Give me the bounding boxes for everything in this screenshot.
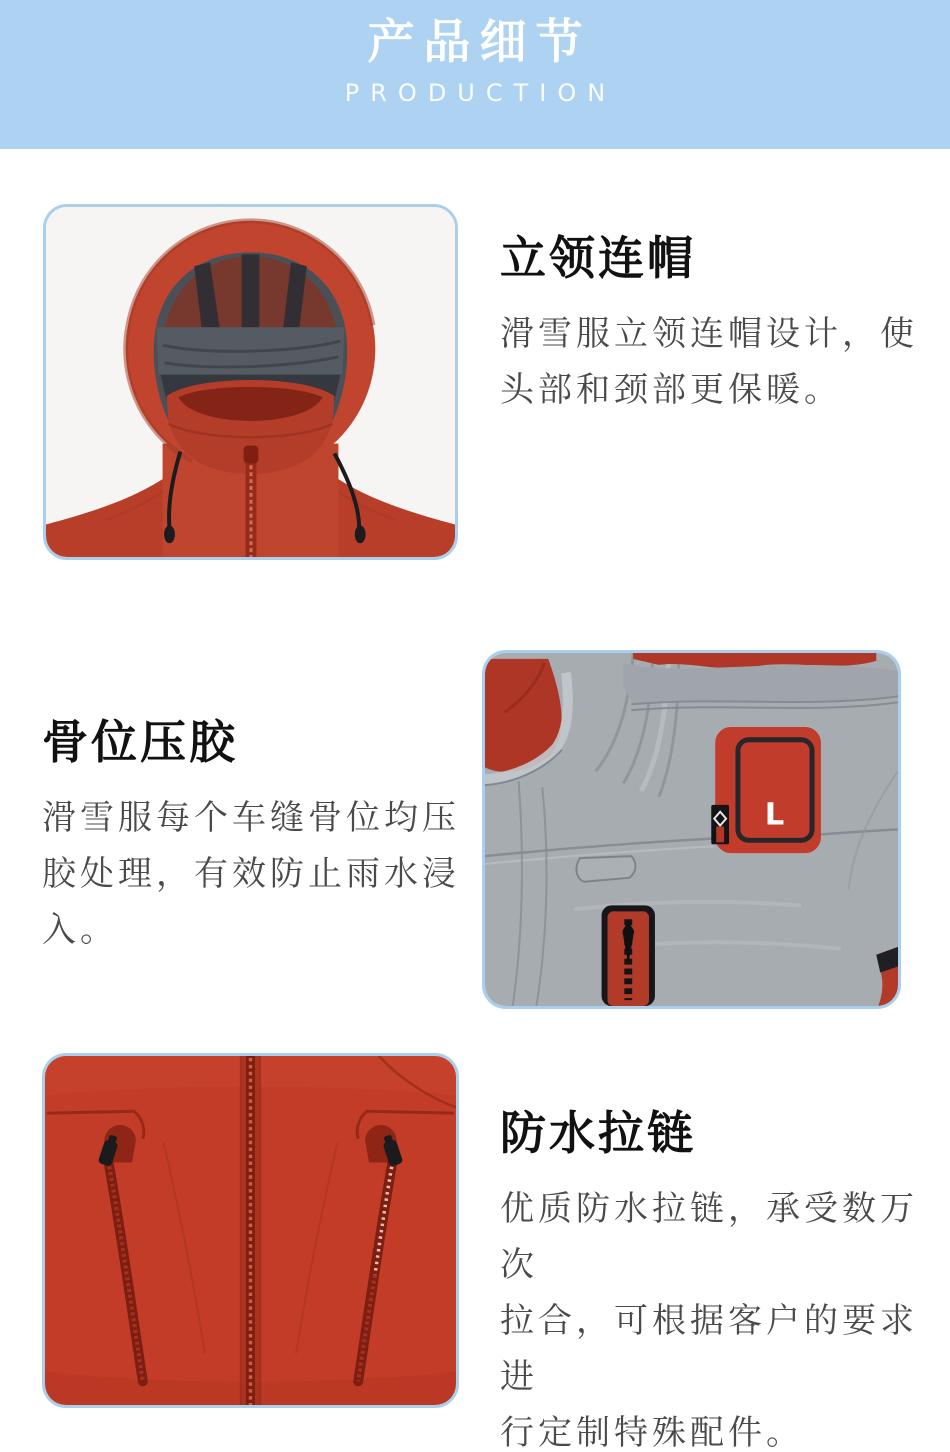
center-front-zipper	[241, 1056, 261, 1405]
body-line: 行定制特殊配件。	[500, 1413, 804, 1452]
body-line: 头部和颈部更保暖。	[500, 370, 842, 410]
body-line: 优质防水拉链，承受数万次	[500, 1189, 918, 1285]
size-label: L	[764, 797, 785, 833]
lining-photo	[482, 650, 901, 1009]
inner-pocket	[602, 905, 655, 1006]
hood-illustration	[46, 207, 455, 557]
body-line: 滑雪服立领连帽设计，使	[500, 314, 918, 354]
feature-hood	[500, 230, 948, 418]
feature-body	[500, 1181, 948, 1452]
feature-heading: 骨位压胶	[42, 715, 238, 769]
size-patch	[715, 727, 821, 853]
body-line: 胶处理，有效防止雨水浸	[42, 854, 460, 894]
hood-photo	[43, 204, 458, 560]
body-line: 拉合，可根据客户的要求进	[500, 1301, 918, 1397]
zipper-photo	[42, 1053, 459, 1408]
banner-subtitle: PRODUCTION	[344, 79, 617, 108]
lining-illustration	[485, 653, 898, 1006]
feature-heading: 防水拉链	[500, 1106, 696, 1160]
zipper-illustration	[45, 1056, 456, 1405]
collar-fold	[623, 663, 898, 704]
feature-heading: 立领连帽	[500, 231, 696, 285]
section-banner	[0, 0, 950, 149]
body-line: 滑雪服每个车缝骨位均压	[42, 798, 460, 838]
body-line: 入。	[42, 910, 118, 950]
banner-title: 产品细节	[367, 15, 592, 70]
zipper-tab	[711, 805, 729, 844]
feature-body	[42, 790, 490, 958]
feature-waterproof-zipper	[500, 1105, 948, 1452]
feature-taped-seams	[42, 714, 490, 958]
feature-body	[500, 306, 948, 418]
inner-flap	[576, 856, 635, 882]
